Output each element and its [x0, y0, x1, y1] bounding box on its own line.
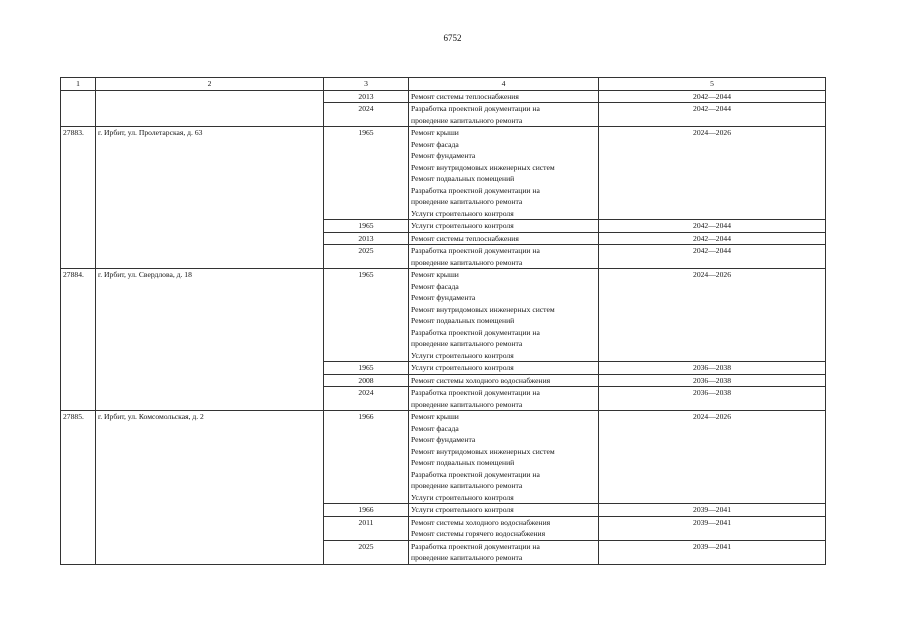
works-cell [409, 374, 599, 387]
works-cell [409, 245, 599, 269]
column-header-1: 1 [61, 78, 96, 91]
work-item: проведение капитального ремонта [411, 399, 523, 409]
works-cell [409, 90, 599, 103]
work-item: Разработка проектной документации на [411, 246, 540, 255]
object-number-cell: 27884. [61, 269, 96, 411]
works-cell [409, 504, 599, 517]
period-cell: 2042—2044 [599, 90, 826, 103]
object-number-cell: 27883. [61, 127, 96, 269]
work-item: Ремонт системы теплоснабжения [411, 91, 519, 101]
table-row [61, 411, 826, 504]
work-item: проведение капитального ремонта [411, 197, 523, 206]
year-cell: 1965 [324, 362, 409, 375]
period-cell: 2042—2044 [599, 232, 826, 245]
work-item: Ремонт системы холодного водоснабжения [411, 375, 551, 385]
work-item: Услуги строительного контроля [411, 221, 514, 230]
object-number-cell: 27885. [61, 411, 96, 565]
period-cell: 2024—2026 [599, 127, 826, 220]
column-header-3: 3 [324, 78, 409, 91]
period-cell: 2036—2038 [599, 374, 826, 387]
column-header-2: 2 [96, 78, 324, 91]
year-cell: 1965 [324, 220, 409, 233]
works-cell [409, 232, 599, 245]
work-item: Разработка проектной документации на [411, 185, 540, 195]
work-item: Ремонт крыши [411, 270, 459, 279]
period-cell: 2039—2041 [599, 516, 826, 540]
work-item: Ремонт фасада [411, 281, 459, 291]
period-cell: 2036—2038 [599, 387, 826, 411]
table-row [61, 127, 826, 220]
work-item: Ремонт системы теплоснабжения [411, 233, 519, 243]
repair-schedule-table [60, 77, 826, 565]
work-item: Разработка проектной документации на [411, 327, 540, 337]
year-cell: 2024 [324, 387, 409, 411]
works-cell [409, 362, 599, 375]
year-cell: 1965 [324, 269, 409, 362]
work-item: Ремонт фасада [411, 139, 459, 149]
work-item: Ремонт фасада [411, 423, 459, 433]
work-item: проведение капитального ремонта [411, 257, 523, 267]
address-cell: г. Ирбит, ул. Пролетарская, д. 63 [96, 127, 324, 269]
work-item: Услуги строительного контроля [411, 492, 514, 502]
year-cell: 2013 [324, 232, 409, 245]
works-cell [409, 269, 599, 362]
year-cell: 2025 [324, 540, 409, 564]
address-cell: г. Ирбит, ул. Свердлова, д. 18 [96, 269, 324, 411]
work-item: Ремонт подвальных помещений [411, 174, 515, 183]
work-item: Ремонт подвальных помещений [411, 316, 515, 325]
work-item: Ремонт системы горячего водоснабжения [411, 529, 546, 538]
works-cell [409, 411, 599, 504]
period-cell: 2039—2041 [599, 540, 826, 564]
work-item: Разработка проектной документации на [411, 388, 540, 397]
period-cell: 2036—2038 [599, 362, 826, 375]
column-header-5: 5 [599, 78, 826, 91]
column-header-4: 4 [409, 78, 599, 91]
address-cell [96, 90, 324, 127]
work-item: Ремонт внутридомовых инженерных систем [411, 304, 555, 314]
period-cell: 2039—2041 [599, 504, 826, 517]
object-number-cell [61, 90, 96, 127]
works-cell [409, 516, 599, 540]
work-item: проведение капитального ремонта [411, 553, 523, 562]
year-cell: 2013 [324, 90, 409, 103]
period-cell: 2042—2044 [599, 103, 826, 127]
work-item: Услуги строительного контроля [411, 505, 514, 514]
table-row [61, 269, 826, 362]
column-number-row [61, 78, 826, 91]
work-item: проведение капитального ремонта [411, 481, 523, 490]
address-cell: г. Ирбит, ул. Комсомольская, д. 2 [96, 411, 324, 565]
year-cell: 2008 [324, 374, 409, 387]
work-item: Ремонт крыши [411, 128, 459, 137]
period-cell: 2024—2026 [599, 269, 826, 362]
work-item: проведение капитального ремонта [411, 115, 523, 125]
work-item: Ремонт фундамента [411, 435, 476, 444]
works-cell [409, 540, 599, 564]
work-item: Ремонт внутридомовых инженерных систем [411, 446, 555, 456]
works-cell [409, 220, 599, 233]
work-item: Услуги строительного контроля [411, 350, 514, 360]
works-cell [409, 127, 599, 220]
year-cell: 2011 [324, 516, 409, 540]
work-item: Ремонт подвальных помещений [411, 458, 515, 467]
work-item: Разработка проектной документации на [411, 104, 540, 113]
page-number: 6752 [443, 33, 462, 43]
work-item: проведение капитального ремонта [411, 339, 523, 348]
works-cell [409, 103, 599, 127]
works-cell [409, 387, 599, 411]
work-item: Разработка проектной документации на [411, 469, 540, 479]
period-cell: 2024—2026 [599, 411, 826, 504]
table-row [61, 90, 826, 103]
period-cell: 2042—2044 [599, 245, 826, 269]
work-item: Ремонт системы холодного водоснабжения [411, 517, 551, 527]
year-cell: 1966 [324, 504, 409, 517]
year-cell: 1965 [324, 127, 409, 220]
year-cell: 2024 [324, 103, 409, 127]
work-item: Услуги строительного контроля [411, 363, 514, 372]
work-item: Ремонт фундамента [411, 151, 476, 160]
work-item: Ремонт крыши [411, 412, 459, 421]
table-body [61, 78, 826, 565]
year-cell: 2025 [324, 245, 409, 269]
work-item: Разработка проектной документации на [411, 541, 540, 551]
work-item: Ремонт внутридомовых инженерных систем [411, 162, 555, 172]
period-cell: 2042—2044 [599, 220, 826, 233]
year-cell: 1966 [324, 411, 409, 504]
work-item: Услуги строительного контроля [411, 208, 514, 218]
work-item: Ремонт фундамента [411, 293, 476, 302]
